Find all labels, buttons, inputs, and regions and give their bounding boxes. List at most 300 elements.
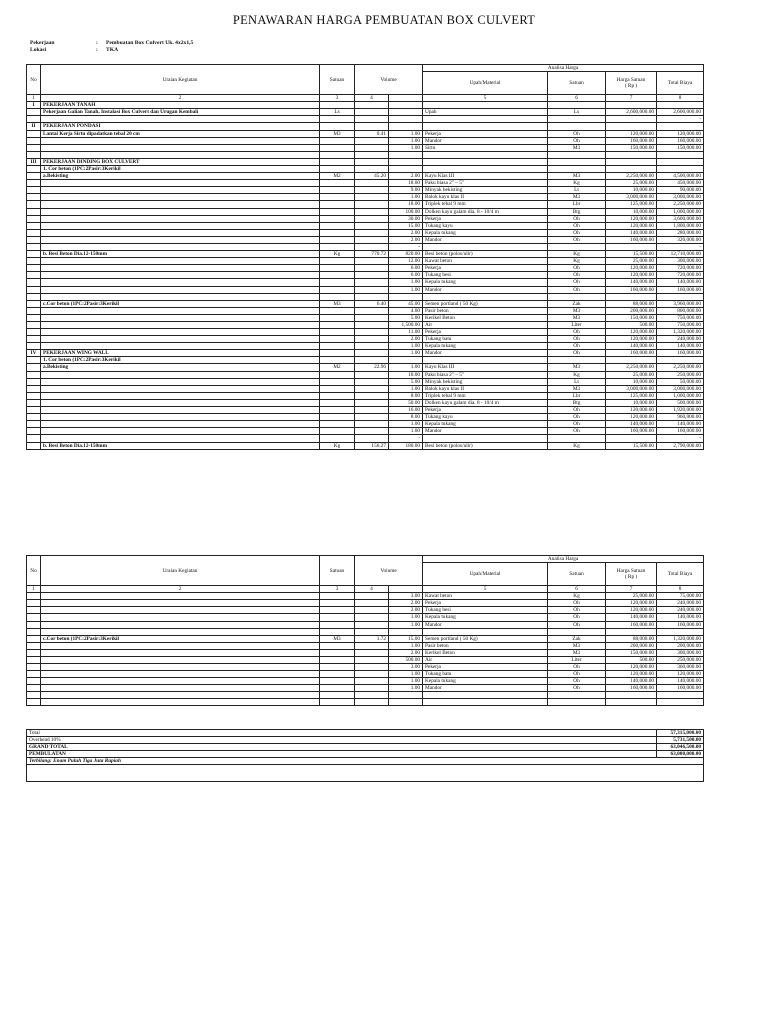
cell-volume (355, 407, 389, 414)
cell-uraian (41, 371, 320, 378)
cell-volume (355, 279, 389, 286)
cell-uraian (41, 343, 320, 350)
cell-harga: 500.00 (606, 656, 657, 663)
cell-volume (355, 371, 389, 378)
col-analisa: Analisa Harga (423, 556, 704, 563)
cell-no (27, 279, 41, 286)
cell-total: 720,000.00 (657, 272, 704, 279)
table-row (27, 279, 704, 286)
table-row (27, 173, 704, 180)
cell-satuan2: Oh (548, 137, 606, 144)
cell-volume: 0.41 (355, 130, 389, 137)
cell-volume (355, 208, 389, 215)
cell-harga: 160,000.00 (606, 621, 657, 628)
cell-total: 50,000.00 (657, 378, 704, 385)
cell-no (27, 614, 41, 621)
cell-koef: 3.00 (389, 593, 423, 600)
cell-volume (355, 614, 389, 621)
number-cell: 6 (548, 586, 606, 593)
cell-upah: Minyak bekisting (423, 378, 548, 385)
col-upah: Upah/Material (423, 72, 548, 95)
cell-volume (355, 343, 389, 350)
cell-satuan2 (548, 293, 606, 300)
col-total: Total Biaya (657, 72, 704, 95)
cell-upah (423, 123, 548, 130)
cell-upah: Pekerja (423, 215, 548, 222)
cell-koef: 15.00 (389, 635, 423, 642)
number-cell: 7 (606, 95, 657, 102)
cell-volume (355, 621, 389, 628)
cell-koef: 2.00 (389, 600, 423, 607)
cell-total: 750,000.00 (657, 321, 704, 328)
cell-satuan: Kg (320, 442, 355, 449)
number-row (27, 586, 704, 593)
cell-satuan2: Kg (548, 593, 606, 600)
cell-satuan (320, 685, 355, 692)
cell-satuan (320, 187, 355, 194)
cell-satuan2: M3 (548, 642, 606, 649)
cell-harga: 160,000.00 (606, 685, 657, 692)
cell-satuan (320, 593, 355, 600)
cell-harga: 120,000.00 (606, 336, 657, 343)
cell-volume (355, 699, 389, 706)
cell-no (27, 428, 41, 435)
cell-harga: 120,000.00 (606, 130, 657, 137)
cell-total: 120,000.00 (657, 671, 704, 678)
cell-volume (355, 165, 389, 172)
cell-no (27, 692, 41, 699)
cell-upah: Triplek tebal 9 mm (423, 201, 548, 208)
cell-uraian (41, 151, 320, 158)
cell-satuan (320, 671, 355, 678)
cell-koef: 1.00 (389, 343, 423, 350)
summary-value: 63,000,000.00 (657, 751, 704, 758)
cell-satuan2 (548, 102, 606, 109)
cell-satuan2: Lt (548, 187, 606, 194)
cell-koef (389, 102, 423, 109)
cell-no (27, 109, 41, 116)
cell-satuan2 (548, 158, 606, 165)
cell-volume (355, 102, 389, 109)
cell-total: 250,000.00 (657, 371, 704, 378)
cell-upah: Pasir beton (423, 307, 548, 314)
cell-volume (355, 421, 389, 428)
cell-koef: 3.00 (389, 664, 423, 671)
header-row (27, 65, 704, 72)
cell-uraian (41, 642, 320, 649)
cell-upah (423, 357, 548, 364)
cell-harga: 140,000.00 (606, 229, 657, 236)
cell-satuan (320, 215, 355, 222)
cell-no (27, 300, 41, 307)
cell-satuan2: Oh (548, 685, 606, 692)
cell-volume (355, 685, 389, 692)
cell-no (27, 678, 41, 685)
cell-upah: Mandor (423, 286, 548, 293)
cell-satuan2: Oh (548, 607, 606, 614)
cell-harga: 25,000.00 (606, 258, 657, 265)
table-row (27, 272, 704, 279)
number-row (27, 95, 704, 102)
cell-no (27, 435, 41, 442)
cell-koef: 1.00 (389, 428, 423, 435)
cell-koef: 1.00 (389, 642, 423, 649)
cell-uraian (41, 215, 320, 222)
cell-koef: 12.00 (389, 258, 423, 265)
terbilang-row (27, 758, 704, 765)
cell-satuan2 (548, 699, 606, 706)
table-row (27, 414, 704, 421)
cell-koef: 6.00 (389, 265, 423, 272)
cell-satuan2: Liter (548, 656, 606, 663)
cell-upah (423, 165, 548, 172)
cell-total: 250,000.00 (657, 656, 704, 663)
cell-satuan (320, 194, 355, 201)
cell-uraian (41, 279, 320, 286)
cell-satuan (320, 151, 355, 158)
cell-koef: 180.00 (389, 442, 423, 449)
number-cell: 3 (320, 586, 355, 593)
cell-koef: 1.00 (389, 621, 423, 628)
col-satuan: Satuan (320, 65, 355, 95)
table-2-body (27, 586, 704, 706)
cell-satuan2: Oh (548, 265, 606, 272)
cell-koef (389, 158, 423, 165)
cell-harga (606, 165, 657, 172)
cell-satuan (320, 343, 355, 350)
cell-uraian (41, 607, 320, 614)
cell-koef: 18.00 (389, 180, 423, 187)
cell-volume (355, 385, 389, 392)
cell-satuan2: Kg (548, 258, 606, 265)
cell-volume (355, 692, 389, 699)
cell-no (27, 180, 41, 187)
table-row (27, 635, 704, 642)
cell-satuan (320, 201, 355, 208)
cell-volume (355, 378, 389, 385)
cell-no (27, 251, 41, 258)
cell-volume (355, 664, 389, 671)
cell-volume (355, 399, 389, 406)
table-row (27, 621, 704, 628)
cell-satuan (320, 279, 355, 286)
cell-uraian (41, 699, 320, 706)
cell-total: 1,800,000.00 (657, 222, 704, 229)
cell-harga: 160,000.00 (606, 286, 657, 293)
cell-koef (389, 109, 423, 116)
cell-uraian (41, 593, 320, 600)
cell-satuan (320, 357, 355, 364)
cell-harga: 120,000.00 (606, 600, 657, 607)
cell-total: 140,000.00 (657, 343, 704, 350)
cell-no: II (27, 123, 41, 130)
table-row (27, 399, 704, 406)
cell-koef (389, 357, 423, 364)
col-analisa: Analisa Harga (423, 65, 704, 72)
cell-satuan (320, 102, 355, 109)
table-row (27, 371, 704, 378)
cell-koef: 2.00 (389, 236, 423, 243)
summary-value: 5,731,500.00 (657, 737, 704, 744)
table-row (27, 180, 704, 187)
cell-satuan2: Lt (548, 378, 606, 385)
cell-koef: 1.00 (389, 279, 423, 286)
cell-koef: 500.00 (389, 656, 423, 663)
cell-volume (355, 336, 389, 343)
cell-no (27, 664, 41, 671)
cell-satuan2: Lbr (548, 392, 606, 399)
cell-koef: 1.00 (389, 678, 423, 685)
cell-koef (389, 151, 423, 158)
cell-satuan2: M3 (548, 649, 606, 656)
cell-upah: Tukang kayu (423, 222, 548, 229)
cell-satuan (320, 329, 355, 336)
analysis-table-2 (26, 555, 704, 706)
cell-upah (423, 435, 548, 442)
table-row (27, 116, 704, 123)
cell-upah (423, 116, 548, 123)
cell-volume (355, 414, 389, 421)
cell-upah: Semen portland ( 50 Kg) (423, 635, 548, 642)
cell-total: 1,000,000.00 (657, 208, 704, 215)
cell-satuan (320, 378, 355, 385)
cell-satuan2: Ls (548, 109, 606, 116)
cell-koef: 8.00 (389, 414, 423, 421)
cell-harga: 160,000.00 (606, 137, 657, 144)
cell-total: 3,000,000.00 (657, 194, 704, 201)
table-row (27, 407, 704, 414)
cell-harga (606, 435, 657, 442)
cell-total: 75,000.00 (657, 593, 704, 600)
number-cell: 5 (423, 586, 548, 593)
cell-satuan2: Liter (548, 321, 606, 328)
cell-satuan2: M3 (548, 385, 606, 392)
cell-upah: Kepala tukang (423, 229, 548, 236)
cell-uraian: PEKERJAAN PONDASI (41, 123, 320, 130)
cell-no (27, 357, 41, 364)
cell-harga (606, 151, 657, 158)
cell-koef: 4.00 (389, 307, 423, 314)
cell-no: IV (27, 350, 41, 357)
cell-volume (355, 435, 389, 442)
cell-no (27, 649, 41, 656)
cell-satuan (320, 243, 355, 250)
cell-no: I (27, 102, 41, 109)
cell-satuan (320, 137, 355, 144)
cell-harga: 140,000.00 (606, 678, 657, 685)
cell-upah: Upah (423, 109, 548, 116)
cell-satuan: M2 (320, 173, 355, 180)
cell-total: 500,000.00 (657, 399, 704, 406)
cell-upah: Tukang batu (423, 336, 548, 343)
cell-uraian (41, 435, 320, 442)
cell-total: 2,250,000.00 (657, 364, 704, 371)
cell-upah: Pekerja (423, 329, 548, 336)
cell-upah (423, 158, 548, 165)
cell-total: 160,000.00 (657, 350, 704, 357)
cell-no (27, 371, 41, 378)
cell-harga: 120,000.00 (606, 607, 657, 614)
cell-upah: Kayu Klas III (423, 173, 548, 180)
cell-satuan2: M3 (548, 173, 606, 180)
cell-uraian (41, 229, 320, 236)
cell-satuan2: Oh (548, 421, 606, 428)
cell-satuan (320, 421, 355, 428)
cell-satuan (320, 628, 355, 635)
number-cell: 2 (41, 586, 320, 593)
cell-volume (355, 258, 389, 265)
cell-koef: 6.00 (389, 272, 423, 279)
summary-row (27, 744, 704, 751)
terbilang-text: Terbilang: Enam Puluh Tiga Juta Rupiah (27, 758, 704, 765)
cell-satuan2: Btg (548, 399, 606, 406)
cell-koef: 1.00 (389, 614, 423, 621)
cell-satuan (320, 649, 355, 656)
cell-satuan2: Kg (548, 251, 606, 258)
cell-satuan2: M3 (548, 314, 606, 321)
cell-uraian (41, 293, 320, 300)
number-cell (389, 95, 423, 102)
cell-volume (355, 222, 389, 229)
cell-total: 3,960,000.00 (657, 300, 704, 307)
cell-no (27, 607, 41, 614)
cell-satuan (320, 664, 355, 671)
cell-harga: 2,600,000.00 (606, 109, 657, 116)
cell-total (657, 165, 704, 172)
cell-volume: 22.96 (355, 364, 389, 371)
col-uraian: Uraian Kegiatan (41, 556, 320, 586)
cell-satuan (320, 314, 355, 321)
cell-total (657, 699, 704, 706)
cell-volume (355, 642, 389, 649)
cell-uraian (41, 208, 320, 215)
number-cell: 1 (27, 586, 41, 593)
cell-upah: Air (423, 656, 548, 663)
cell-no (27, 194, 41, 201)
cell-harga: 25,000.00 (606, 371, 657, 378)
cell-upah: Kawat beton (423, 593, 548, 600)
cell-no (27, 215, 41, 222)
table-row (27, 102, 704, 109)
cell-koef: 15.00 (389, 222, 423, 229)
cell-no (27, 201, 41, 208)
cell-koef: 1.00 (389, 350, 423, 357)
cell-volume (355, 180, 389, 187)
table-row (27, 364, 704, 371)
cell-satuan2 (548, 116, 606, 123)
cell-uraian (41, 399, 320, 406)
cell-satuan (320, 180, 355, 187)
cell-harga: 2,250,000.00 (606, 364, 657, 371)
cell-upah: Tukang besi (423, 272, 548, 279)
cell-volume (355, 678, 389, 685)
cell-satuan2: Oh (548, 286, 606, 293)
cell-satuan (320, 428, 355, 435)
cell-harga: 3,000,000.00 (606, 385, 657, 392)
table-row (27, 350, 704, 357)
info-value: TKA (106, 47, 119, 53)
cell-no (27, 130, 41, 137)
cell-harga: 150,000.00 (606, 144, 657, 151)
cell-satuan: Ls (320, 109, 355, 116)
cell-no (27, 314, 41, 321)
cell-koef: 50.00 (389, 399, 423, 406)
cell-uraian: 1. Cor beton (1PC:2Pasir:3Kerikil (41, 357, 320, 364)
cell-uraian (41, 656, 320, 663)
cell-uraian: Pekerjaan Galian Tanah, Instalasi Box Culvert dan Urugan Kembali (41, 109, 320, 116)
cell-total: 200,000.00 (657, 642, 704, 649)
cell-no (27, 144, 41, 151)
cell-satuan (320, 272, 355, 279)
cell-harga: 120,000.00 (606, 664, 657, 671)
cell-satuan2: Oh (548, 222, 606, 229)
col-no: No (27, 65, 41, 95)
cell-no (27, 621, 41, 628)
cell-total: 2,790,000.00 (657, 442, 704, 449)
cell-volume (355, 137, 389, 144)
cell-no (27, 414, 41, 421)
cell-upah: Kepala tukang (423, 614, 548, 621)
table-row (27, 357, 704, 364)
cell-harga: 88,000.00 (606, 300, 657, 307)
cell-upah: Mandor (423, 350, 548, 357)
cell-satuan (320, 236, 355, 243)
cell-koef: 1,500.00 (389, 321, 423, 328)
col-volume: Volume (355, 556, 423, 586)
cell-total: - (657, 243, 704, 250)
cell-satuan2: Oh (548, 621, 606, 628)
cell-no (27, 243, 41, 250)
table-row (27, 378, 704, 385)
summary-label: Total (27, 730, 657, 737)
cell-satuan (320, 265, 355, 272)
cell-volume (355, 656, 389, 663)
cell-no (27, 392, 41, 399)
cell-satuan (320, 371, 355, 378)
cell-uraian (41, 336, 320, 343)
cell-satuan (320, 607, 355, 614)
cell-koef (389, 116, 423, 123)
cell-volume (355, 392, 389, 399)
cell-no (27, 399, 41, 406)
cell-satuan (320, 286, 355, 293)
cell-harga: 15,500.00 (606, 251, 657, 258)
cell-harga (606, 357, 657, 364)
cell-satuan (320, 222, 355, 229)
table-row (27, 642, 704, 649)
table-row (27, 600, 704, 607)
table-row (27, 258, 704, 265)
cell-harga (606, 243, 657, 250)
cell-harga: 25,000.00 (606, 180, 657, 187)
cell-koef: 9.00 (389, 187, 423, 194)
cell-satuan2: Kg (548, 180, 606, 187)
cell-upah: Dolken kayu galam dia. 8 - 10/4 m (423, 399, 548, 406)
cell-uraian (41, 321, 320, 328)
cell-satuan2: Oh (548, 215, 606, 222)
cell-uraian (41, 692, 320, 699)
cell-total: 140,000.00 (657, 279, 704, 286)
cell-satuan (320, 621, 355, 628)
cell-no (27, 671, 41, 678)
cell-satuan2: Oh (548, 350, 606, 357)
cell-total (657, 692, 704, 699)
cell-no (27, 642, 41, 649)
cell-upah: Kepala tukang (423, 678, 548, 685)
header-row (27, 556, 704, 563)
cell-upah: Kepala tukang (423, 343, 548, 350)
cell-uraian: b. Besi Beton Dia.12-150mm (41, 442, 320, 449)
